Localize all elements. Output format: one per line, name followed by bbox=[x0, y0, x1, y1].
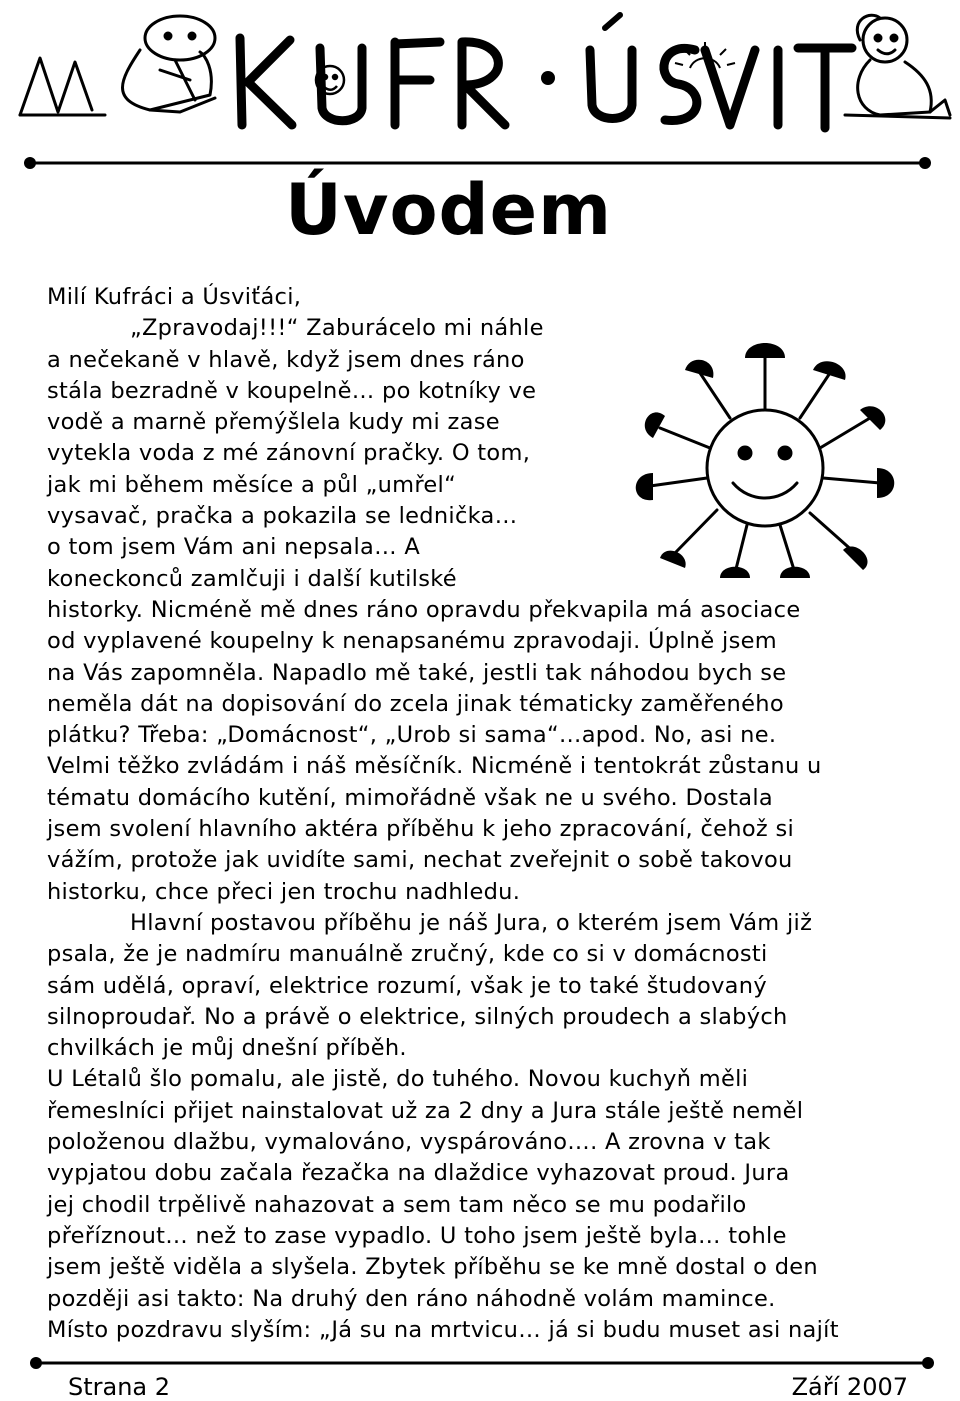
masthead bbox=[0, 0, 960, 180]
text-line: plátku? Třeba: „Domácnost“, „Urob si sama“…apod. No, asi ne. bbox=[47, 722, 777, 749]
masthead-illustration bbox=[0, 0, 960, 180]
article-title: Úvodem bbox=[285, 169, 613, 251]
text-line: neměla dát na dopisování do zcela jinak tématicky zaměřeného bbox=[47, 690, 784, 717]
text-line: historky. Nicméně mě dnes ráno opravdu překvapila má asociace bbox=[47, 596, 801, 623]
text-line: a nečekaně v hlavě, když jsem dnes ráno bbox=[47, 346, 525, 373]
right-reclining-figure-icon bbox=[845, 15, 950, 118]
text-line: tématu domácího kutění, mimořádně však ne u svého. Dostala bbox=[47, 784, 774, 811]
text-line: vysavač, pračka a pokazila se lednička… bbox=[47, 503, 518, 530]
text-line: Místo pozdravu slyším: „Já su na mrtvicu… já si budu muset asi najít bbox=[47, 1316, 839, 1343]
text-line: vytekla voda z mé zánovní pračky. O tom, bbox=[47, 440, 531, 467]
left-reclining-figure-icon bbox=[20, 16, 215, 115]
text-line: vodě a marně přemýšlela kudy mi zase bbox=[47, 409, 500, 436]
text-line: Hlavní postavou příběhu je náš Jura, o kterém jsem Vám již bbox=[130, 909, 813, 936]
text-line: řemeslníci přijet nainstalovat už za 2 dny a Jura stále ještě neměl bbox=[47, 1097, 804, 1124]
text-line: stála bezradně v koupelně… po kotníky ve bbox=[47, 377, 537, 404]
article-body bbox=[47, 282, 917, 1346]
text-line: později asi takto: Na druhý den ráno náhodně volám mamince. bbox=[47, 1285, 776, 1312]
text-line: jak mi během měsíce a půl „umřel“ bbox=[47, 471, 457, 498]
text-line: Velmi těžko zvládám i náš měsíčník. Nicméně i tentokrát zůstanu u bbox=[47, 753, 822, 780]
text-line: přeříznout… než to zase vypadlo. U toho jsem ještě byla… tohle bbox=[47, 1222, 787, 1249]
text-line: vypjatou dobu začala řezačka na dlaždice vyhazovat proud. Jura bbox=[47, 1160, 790, 1187]
footer-rule bbox=[30, 1356, 935, 1370]
text-line: historku, chce přeci jen trochu nadhledu. bbox=[47, 878, 521, 905]
text-line: Milí Kufráci a Úsviťáci, bbox=[47, 284, 302, 310]
text-line: psala, že je nadmíru manuálně zručný, kde co si v domácnosti bbox=[47, 941, 768, 968]
text-line: položenou dlažbu, vymalováno, vyspárováno…. A zrovna v tak bbox=[47, 1129, 771, 1156]
text-line: „Zpravodaj!!!“ Zaburácelo mi náhle bbox=[130, 315, 544, 342]
issue-date: Září 2007 bbox=[791, 1373, 908, 1401]
header-rule bbox=[24, 157, 931, 169]
text-line: na Vás zapomněla. Napadlo mě také, jestli tak náhodou bych se bbox=[47, 659, 787, 686]
text-line: koneckonců zamlčuji i další kutilské bbox=[47, 565, 457, 592]
text-line: vážím, protože jak uvidíte sami, nechat zveřejnit o sobě takovou bbox=[47, 847, 793, 874]
text-line: chvilkách je můj dnešní příběh. bbox=[47, 1035, 407, 1062]
text-line: o tom jsem Vám ani nepsala… A bbox=[47, 534, 421, 561]
text-line: sám udělá, opraví, elektrice rozumí, však je to také študovaný bbox=[47, 972, 767, 999]
logo-lettering bbox=[240, 15, 852, 128]
text-line: silnoproudař. No a právě o elektrice, silných proudech a slabých bbox=[47, 1003, 788, 1030]
text-line: jej chodil trpělivě nahazovat a sem tam něco se mu podařilo bbox=[47, 1191, 747, 1218]
text-line: od vyplavené koupelny k nenapsanému zpravodaji. Úplně jsem bbox=[47, 628, 777, 655]
page-number: Strana 2 bbox=[68, 1373, 171, 1401]
text-line: U Létalů šlo pomalu, ale jistě, do tuhého. Novou kuchyň měli bbox=[47, 1066, 749, 1093]
text-line: jsem svolení hlavního aktéra příběhu k jeho zpracování, čehož si bbox=[47, 816, 795, 843]
text-line: jsem ještě viděla a slyšela. Zbytek příběhu se ke mně dostal o den bbox=[47, 1254, 818, 1281]
